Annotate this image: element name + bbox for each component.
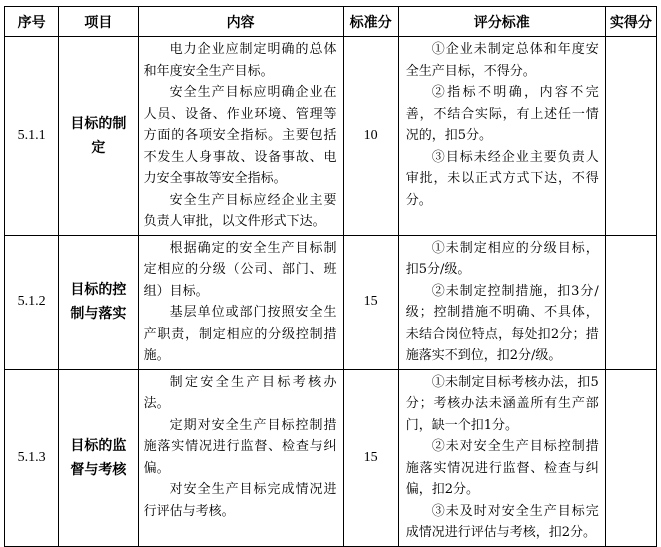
row-content: [138, 235, 343, 369]
row-item: 目标的监督与考核: [59, 369, 138, 546]
content-paragraph: 基层单位或部门按照安全生产职责，制定相应的分级控制措施。: [143, 305, 337, 363]
header-actual: 实得分: [605, 7, 656, 37]
content-paragraph: 安全生产目标应经企业主要负责人审批，以文件形式下达。: [143, 192, 337, 229]
row-number: 5.1.1: [5, 37, 59, 236]
row-score: 15: [343, 369, 398, 546]
row-standard: [398, 369, 605, 546]
table-header-row: [5, 7, 657, 37]
safety-goal-score-table: [4, 6, 657, 547]
header-no: 序号: [5, 7, 59, 37]
row-standard: [398, 37, 605, 236]
content-paragraph: 根据确定的安全生产目标制定相应的分级（公司、部门、班组）目标。: [143, 240, 337, 299]
row-content: [138, 369, 343, 546]
row-number: 5.1.2: [5, 235, 59, 369]
standard-paragraph: ③未及时对安全生产目标完成情况进行评估与考核，扣2分。: [405, 503, 599, 540]
content-paragraph: 定期对安全生产目标控制措施落实情况进行监督、检查与纠偏。: [143, 417, 337, 476]
row-actual-score: [605, 37, 656, 236]
row-item: 目标的制定: [59, 37, 138, 236]
row-item: 目标的控制与落实: [59, 235, 138, 369]
table-row: [5, 37, 657, 236]
content-paragraph: 对安全生产目标完成情况进行评估与考核。: [143, 482, 337, 519]
standard-paragraph: ②未对安全生产目标控制措施落实情况进行监督、检查与纠偏，扣2分。: [405, 439, 599, 497]
row-content: [138, 37, 343, 236]
header-standard: 评分标准: [398, 7, 605, 37]
header-item: 项目: [59, 7, 138, 37]
row-number: 5.1.3: [5, 369, 59, 546]
standard-paragraph: ①企业未制定总体和年度安全生产目标，不得分。: [405, 42, 599, 79]
standard-paragraph: ③目标未经企业主要负责人审批，未以正式方式下达，不得分。: [405, 149, 599, 208]
row-score: 10: [343, 37, 398, 236]
row-standard: [398, 235, 605, 369]
standard-paragraph: ②指标不明确，内容不完善，不结合实际，有上述任一情况的，扣5分。: [405, 85, 599, 143]
content-paragraph: 安全生产目标应明确企业在人员、设备、作业环境、管理等方面的各项安全指标。主要包括不发生人身事故、设备事故、电力安全事故等安全指标。: [143, 85, 337, 186]
row-actual-score: [605, 235, 656, 369]
standard-paragraph: ①未制定目标考核办法，扣5分；考核办法未涵盖所有生产部门，缺一个扣1分。: [405, 374, 599, 433]
content-paragraph: 制定安全生产目标考核办法。: [143, 374, 337, 411]
header-score: 标准分: [343, 7, 398, 37]
row-score: 15: [343, 235, 398, 369]
header-content: 内容: [138, 7, 343, 37]
table-row: [5, 235, 657, 369]
table-row: [5, 369, 657, 546]
standard-paragraph: ①未制定相应的分级目标，扣5分/级。: [405, 240, 599, 277]
row-actual-score: [605, 369, 656, 546]
standard-paragraph: ②未制定控制措施，扣3分/级；控制措施不明确、不具体，未结合岗位特点，每处扣2分；措施落实不到位，扣2分/级。: [405, 283, 599, 363]
content-paragraph: 电力企业应制定明确的总体和年度安全生产目标。: [143, 42, 337, 79]
